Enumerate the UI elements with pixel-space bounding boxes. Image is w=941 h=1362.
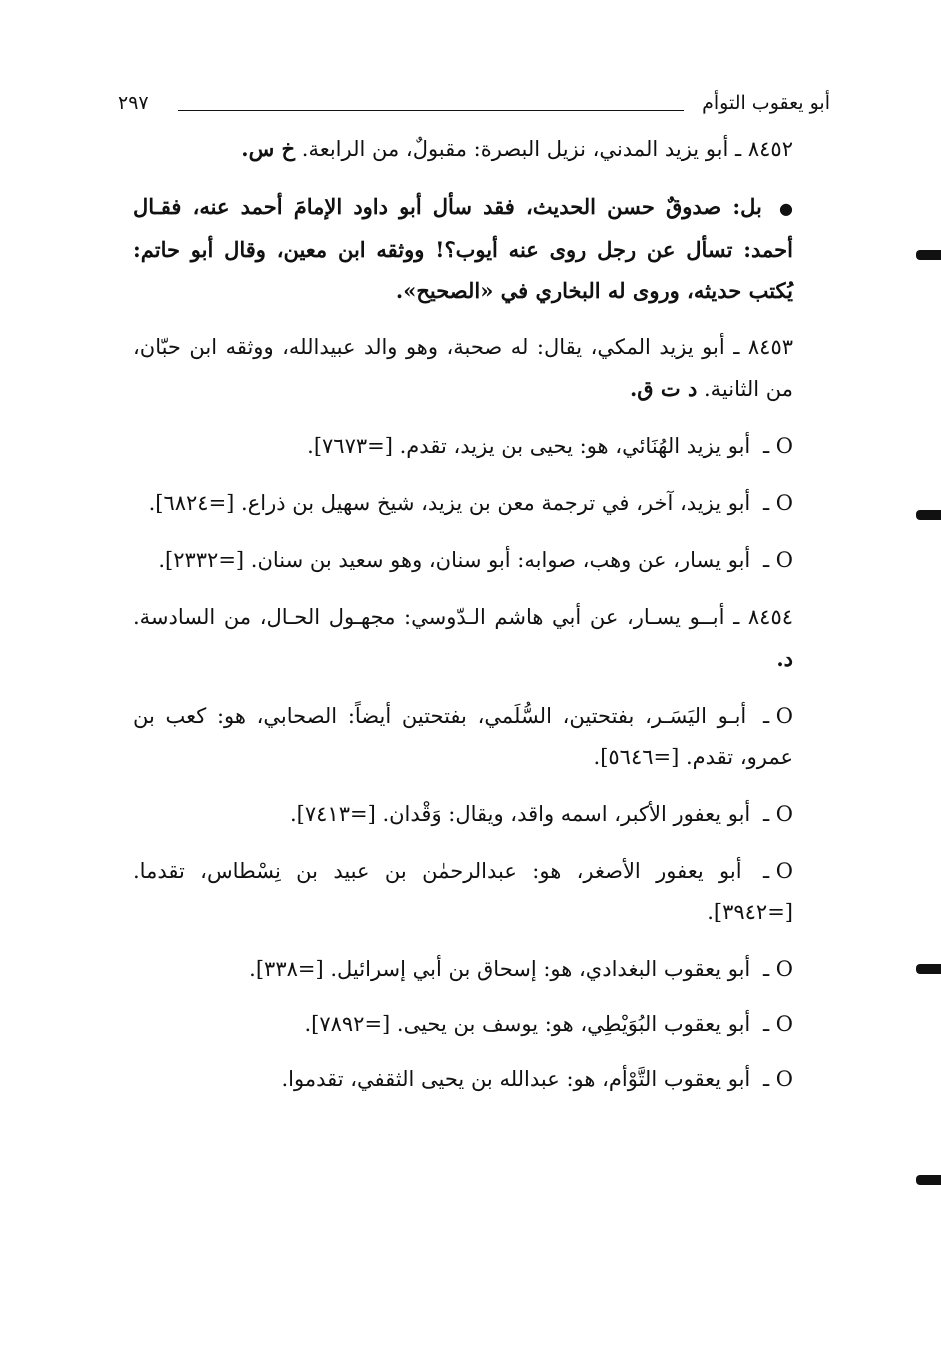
margin-mark xyxy=(916,250,941,260)
circle-marker-icon: O ـ xyxy=(762,1067,793,1091)
entry-text: أبو يسار، عن وهب، صوابه: أبو سنان، وهو سعيد بن سنان. [=٢٣٣٢]. xyxy=(158,548,751,572)
entry-text: أبو يعفور الأكبر، اسمه واقد، ويقال: وَقْدان. [=٧٤١٣]. xyxy=(290,802,751,826)
circle-marker-icon: O ـ xyxy=(762,1012,793,1036)
entry-number: ٨٤٥٢ ـ xyxy=(735,137,793,161)
entry-text: أبو يزيد المكي، يقال: له صحبة، وهو والد عبيدالله، ووثقه ابن حبّان، من الثانية. xyxy=(133,335,793,401)
entry-text: أبــو يسـار، عن أبي هاشم الـدّوسي: مجهـول الحـال، من السادسة. xyxy=(133,605,725,629)
cross-reference xyxy=(133,483,833,524)
cross-reference xyxy=(133,1059,833,1100)
bullet-icon: ● xyxy=(779,199,793,218)
cross-reference xyxy=(133,851,833,933)
header-title: أبو يعقوب التوأم xyxy=(698,92,830,114)
circle-marker-icon: O ـ xyxy=(762,434,793,458)
cross-reference xyxy=(133,426,833,467)
circle-marker-icon: O ـ xyxy=(762,957,793,981)
circle-marker-icon: O ـ xyxy=(762,704,793,728)
circle-marker-icon: O ـ xyxy=(762,802,793,826)
entry-8452 xyxy=(133,128,833,170)
page-body xyxy=(133,128,833,1114)
page-number: ٢٩٧ xyxy=(118,92,153,114)
entry-text: أبو يعقوب البغدادي، هو: إسحاق بن أبي إسرائيل. [=٣٣٨]. xyxy=(249,957,751,981)
margin-mark xyxy=(916,510,941,520)
circle-marker-icon: O ـ xyxy=(762,548,793,572)
circle-marker-icon: O ـ xyxy=(762,491,793,515)
margin-mark xyxy=(916,964,941,974)
entry-text: بل: صدوقٌ حسن الحديث، فقد سأل أبو داود الإمامَ أحمد عنه، فقـال أحمد: تسأل عن رجل روى عنه أيوب؟! ووثقه ابن معين، وقال أبو حاتم: يُكتب حديثه، وروى له البخاري في «الصحيح». xyxy=(133,194,793,303)
entry-text: أبو يزيد الهُنَائي، هو: يحيى بن يزيد، تقدم. [=٧٦٧٣]. xyxy=(307,434,751,458)
entry-text: أبو يزيد المدني، نزيل البصرة: مقبولٌ، من الرابعة. xyxy=(301,137,729,161)
cross-reference xyxy=(133,1004,833,1045)
cross-reference xyxy=(133,540,833,581)
entry-number: ٨٤٥٤ ـ xyxy=(733,605,794,629)
cross-reference xyxy=(133,949,833,990)
entry-symbols: خ س. xyxy=(241,136,296,161)
running-header xyxy=(118,88,830,122)
entry-symbols: د ت ق. xyxy=(629,376,698,401)
circle-marker-icon: O ـ xyxy=(762,859,793,883)
cross-reference xyxy=(133,696,833,778)
entry-text: أبو يعقوب التَّوْأم، هو: عبدالله بن يحيى الثقفي، تقدموا. xyxy=(281,1067,751,1091)
header-rule xyxy=(178,110,684,111)
entry-symbols: د. xyxy=(776,646,793,671)
entry-number: ٨٤٥٣ ـ xyxy=(733,335,794,359)
entry-text: أبـو اليَسَـر، بفتحتين، السُّلَمي، بفتحتين أيضاً: الصحابي، هو: كعب بن عمرو، تقدم. [=٥٦٤٦]. xyxy=(133,704,793,769)
margin-mark xyxy=(916,1175,941,1185)
entry-text: أبو يعقوب البُوَيْطِي، هو: يوسف بن يحيى. [=٧٨٩٢]. xyxy=(304,1012,751,1036)
entry-text: أبو يزيد، آخر، في ترجمة معن بن يزيد، شيخ سهيل بن ذراع. [=٦٨٢٤]. xyxy=(148,491,751,515)
editor-comment xyxy=(133,186,833,311)
cross-reference xyxy=(133,794,833,835)
entry-text: أبو يعفور الأصغر، هو: عبدالرحمٰن بن عبيد بن نِسْطاس، تقدما. [=٣٩٤٢]. xyxy=(133,859,793,924)
entry-8454 xyxy=(133,597,833,680)
entry-8453 xyxy=(133,327,833,410)
